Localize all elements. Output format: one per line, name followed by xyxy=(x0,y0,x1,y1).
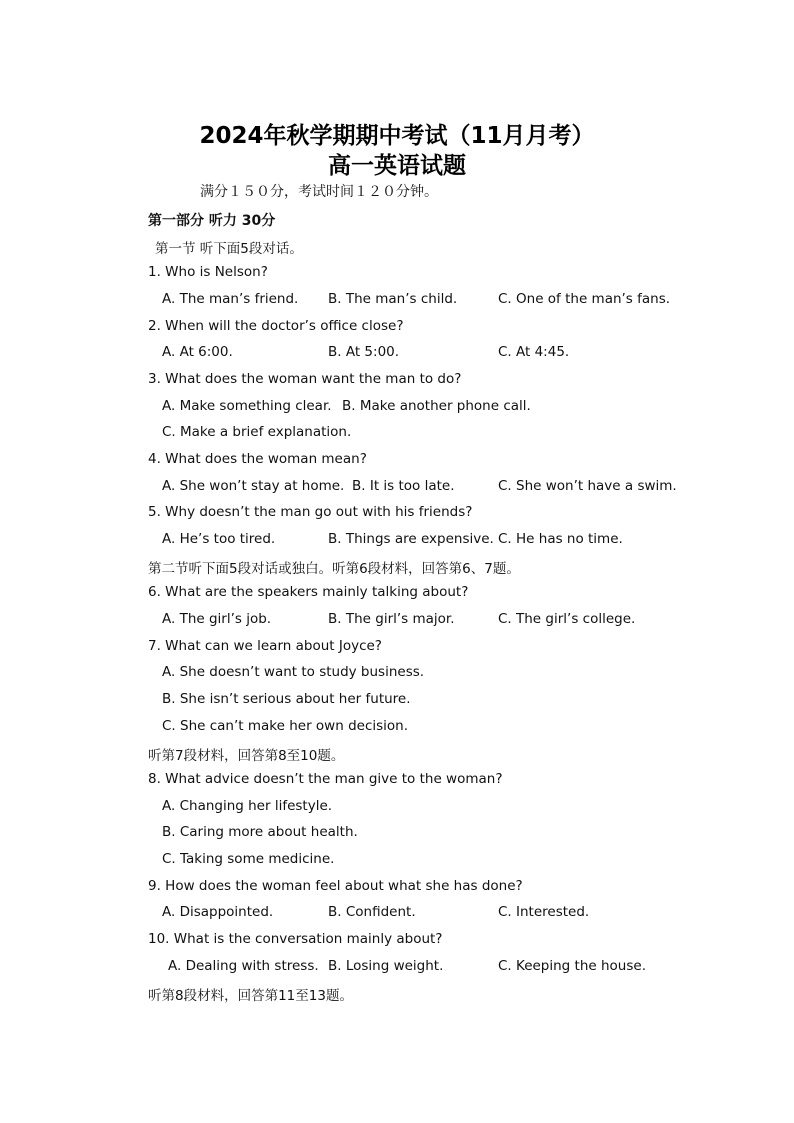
option-9c: C. Interested. xyxy=(498,904,590,920)
question-10: 10. What is the conversation mainly about? xyxy=(148,931,443,947)
note-passage-8: 听第8段材料，回答第11至13题。 xyxy=(148,988,353,1004)
option-7c: C. She can’t make her own decision. xyxy=(162,718,409,734)
option-10a: A. Dealing with stress. xyxy=(168,958,319,974)
section1-heading: 第一节 听下面5段对话。 xyxy=(155,241,303,257)
exam-subtitle: 高一英语试题 xyxy=(328,153,466,179)
question-5: 5. Why doesn’t the man go out with his friends? xyxy=(148,504,473,520)
option-1a: A. The man’s friend. xyxy=(162,291,299,307)
question-4: 4. What does the woman mean? xyxy=(148,451,367,467)
option-3b: B. Make another phone call. xyxy=(342,398,531,414)
option-4a: A. She won’t stay at home. xyxy=(162,478,345,494)
question-3: 3. What does the woman want the man to do? xyxy=(148,371,462,387)
question-2: 2. When will the doctor’s office close? xyxy=(148,318,404,334)
option-4b: B. It is too late. xyxy=(352,478,455,494)
option-5b: B. Things are expensive. xyxy=(328,531,494,547)
exam-info: 满分１５０分，考试时间１２０分钟。 xyxy=(200,184,438,200)
option-1b: B. The man’s child. xyxy=(328,291,458,307)
option-7a: A. She doesn’t want to study business. xyxy=(162,664,425,680)
option-2b: B. At 5:00. xyxy=(328,344,400,360)
note-passage-7: 听第7段材料，回答第8至10题。 xyxy=(148,748,345,764)
option-7b: B. She isn’t serious about her future. xyxy=(162,691,411,707)
question-8: 8. What advice doesn’t the man give to the woman? xyxy=(148,771,503,787)
option-3a: A. Make something clear. xyxy=(162,398,332,414)
option-2a: A. At 6:00. xyxy=(162,344,233,360)
question-1: 1. Who is Nelson? xyxy=(148,264,268,280)
option-10c: C. Keeping the house. xyxy=(498,958,646,974)
exam-title: 2024年秋学期期中考试（11月月考） xyxy=(199,123,595,149)
question-7: 7. What can we learn about Joyce? xyxy=(148,638,382,654)
option-5a: A. He’s too tired. xyxy=(162,531,276,547)
question-6: 6. What are the speakers mainly talking about? xyxy=(148,584,469,600)
option-1c: C. One of the man’s fans. xyxy=(498,291,671,307)
option-8a: A. Changing her lifestyle. xyxy=(162,798,333,814)
option-6c: C. The girl’s college. xyxy=(498,611,636,627)
option-6b: B. The girl’s major. xyxy=(328,611,455,627)
option-8b: B. Caring more about health. xyxy=(162,824,358,840)
option-9b: B. Confident. xyxy=(328,904,416,920)
question-9: 9. How does the woman feel about what she has done? xyxy=(148,878,523,894)
option-3c: C. Make a brief explanation. xyxy=(162,424,352,440)
option-4c: C. She won’t have a swim. xyxy=(498,478,677,494)
section2-heading: 第二节听下面5段对话或独白。听第6段材料，回答第6、7题。 xyxy=(148,561,520,577)
option-6a: A. The girl’s job. xyxy=(162,611,272,627)
option-10b: B. Losing weight. xyxy=(328,958,444,974)
part1-heading: 第一部分 听力 30分 xyxy=(148,213,276,229)
option-9a: A. Disappointed. xyxy=(162,904,274,920)
option-5c: C. He has no time. xyxy=(498,531,623,547)
option-2c: C. At 4:45. xyxy=(498,344,570,360)
option-8c: C. Taking some medicine. xyxy=(162,851,335,867)
